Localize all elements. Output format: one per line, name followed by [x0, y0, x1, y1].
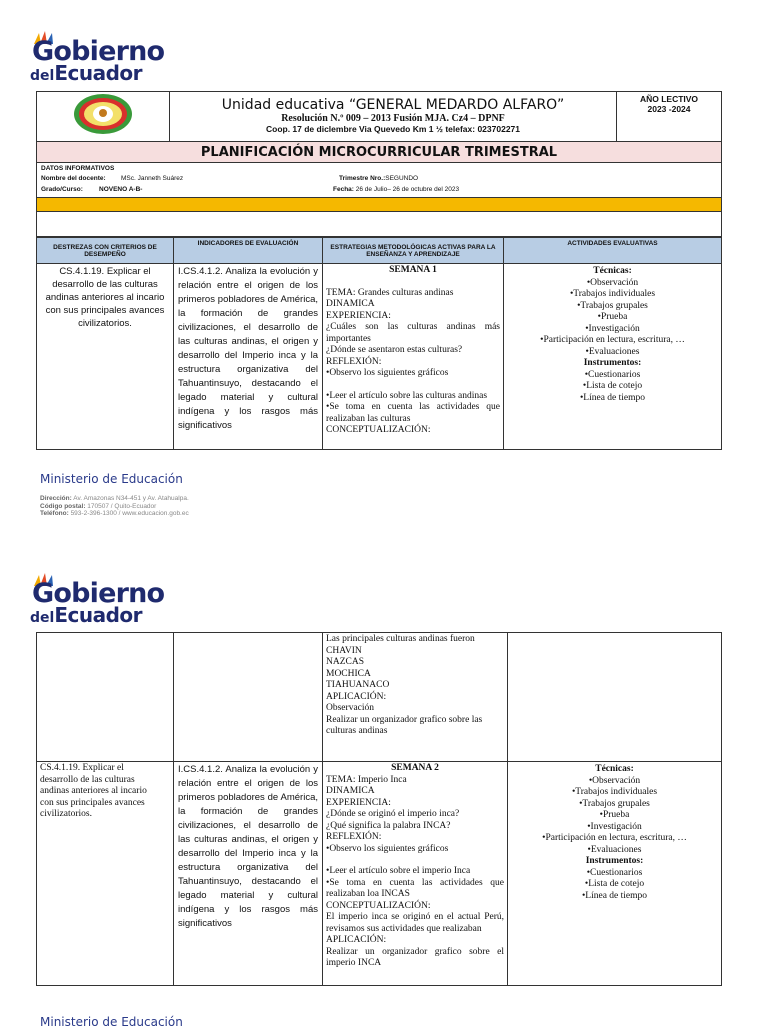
teacher-name: MSc. Janneth Suárez	[121, 175, 184, 182]
ministry-title: Ministerio de Educación	[40, 472, 183, 486]
logo-word-ecuador: Ecuador	[54, 603, 142, 627]
indicator-cell: I.CS.4.1.2. Analiza la evolución y relación entre el origen de los primeros pobladores de América, la formación de grandes civilizaciones, el desarrollo de las culturas andinas, el origen y desarrollo del Imperio inca y la estructura organizativa del Tahuantinsuyo, destacando el legado material y cultural indígena y los rasgos más significativos	[174, 264, 323, 450]
trimester-label: Trimestre Nro.:	[339, 175, 386, 182]
ministry-title-page2: Ministerio de Educación	[40, 1015, 183, 1029]
col-head-skills: DESTREZAS CON CRITERIOS DE DESEMPEÑO	[37, 238, 174, 264]
week1-strategy-cell: SEMANA 1 TEMA: Grandes culturas andinas DINAMICA EXPERIENCIA: ¿Cuáles son las culturas andinas más importantes ¿Dónde se asentaron estas culturas? REFLEXIÓN: •Observo los siguientes gráficos •Leer el artículo sobre las culturas andinas •Se toma en cuenta las actividades que realizaban las culturas CONCEPTUALIZACIÓN:	[323, 264, 504, 450]
planning-table-p1	[36, 237, 722, 450]
school-seal-icon	[73, 93, 133, 135]
logo-word-ecuador: Ecuador	[54, 61, 142, 85]
empty-indicator-cell	[174, 633, 323, 762]
yellow-divider	[37, 198, 722, 212]
col-head-activities: ACTIVIDADES EVALUATIVAS	[504, 238, 722, 264]
grade-value: NOVENO A-B-	[99, 186, 143, 193]
week2-title: SEMANA 2	[391, 763, 439, 773]
week2-strategy-cell: SEMANA 2 TEMA: Imperio Inca DINAMICA EXPERIENCIA: ¿Dónde se originó el imperio inca? ¿Qué significa la palabra INCA? REFLEXIÓN: •Observo los siguientes gráficos •Leer el artículo sobre el imperio Inca •Se toma en cuenta las actividades que realizaban loa INCAS CONCEPTUALIZACIÓN: El imperio inca se originó en el actual Perú, revisamos sus actividades que realizaban APLICACIÓN: Realizar un organizador grafico sobre el imperio INCA	[323, 762, 508, 986]
teacher-label: Nombre del docente:	[41, 175, 106, 182]
empty-row	[37, 212, 722, 237]
trimester-value: SEGUNDO	[385, 175, 419, 182]
coop-address: Coop. 17 de diclembre Via Quevedo Km 1 ½ telefax: 023702271	[265, 124, 521, 134]
resolution-text: Resolución N.º 009 – 2013 Fusión MJA. Cz4 – DPNF	[281, 113, 505, 124]
logo-word-del: del	[30, 68, 55, 84]
skill-cell: CS.4.1.19. Explicar el desarrollo de las culturas andinas anteriores al incario con sus principales avances civilizatorios.	[37, 264, 174, 450]
grade-label: Grado/Curso:	[41, 186, 83, 193]
indicator-cell-week2: I.CS.4.1.2. Analiza la evolución y relación entre el origen de los primeros pobladores de América, la formación de grandes civilizaciones, el desarrollo de las culturas andinas, el origen y desarrollo del Imperio inca y la estructura organizativa del Tahuantinsuyo, destacando el legado material y cultural indígena y los rasgos más significativos	[174, 762, 323, 986]
date-label: Fecha:	[333, 186, 354, 193]
info-block	[37, 163, 722, 198]
year-label: AÑO LECTIVO	[639, 94, 699, 104]
skill-cell-week2: CS.4.1.19. Explicar el desarrollo de las culturas andinas anteriores al incario con sus principales avances civilizatorios.	[37, 762, 174, 986]
week1-continued-cell: Las principales culturas andinas fueron CHAVIN NAZCAS MOCHICA TIAHUANACO APLICACIÓN: Observación Realizar un organizador grafico sobre las culturas andinas	[323, 633, 508, 762]
logo-word-gobierno: Gobierno	[32, 578, 165, 609]
activities-cell-week2: Técnicas: •Observación •Trabajos individuales •Trabajos grupales •Prueba •Investigación •Participación en lectura, escritura, … •Evaluaciones Instrumentos: •Cuestionarios •Lista de cotejo •Línea de tiempo	[508, 762, 722, 986]
header-table	[36, 91, 722, 237]
page-title: PLANIFICACIÓN MICROCURRICULAR TRIMESTRAL	[37, 142, 722, 163]
year-value: 2023 -2024	[647, 104, 691, 114]
logo-word-gobierno: Gobierno	[32, 36, 165, 67]
school-name: Unidad educativa “GENERAL MEDARDO ALFARO”	[221, 97, 565, 113]
empty-activities-cell	[508, 633, 722, 762]
empty-skill-cell	[37, 633, 174, 762]
col-head-indicators: INDICADORES DE EVALUACIÓN	[174, 238, 323, 264]
gobierno-logo	[30, 30, 165, 85]
activities-cell: Técnicas: •Observación •Trabajos individuales •Trabajos grupales •Prueba •Investigación •Participación en lectura, escritura, … •Evaluaciones Instrumentos: •Cuestionarios •Lista de cotejo •Línea de tiempo	[504, 264, 722, 450]
planning-table-p2	[36, 632, 722, 986]
school-seal-cell	[37, 92, 170, 142]
date-value: 26 de Julio– 26 de octubre del 2023	[353, 186, 460, 193]
info-section-title: DATOS INFORMATIVOS	[41, 165, 115, 172]
logo-word-del: del	[30, 610, 55, 626]
ministry-info: Dirección: Av. Amazonas N34-451 y Av. Atahualpa. Código postal: 170507 / Quito-Ecuador Teléfono: 593-2-396-1300 / www.educacion.gob.ec	[40, 495, 189, 517]
week1-title: SEMANA 1	[389, 265, 437, 275]
col-head-strategies: ESTRATEGIAS METODOLÓGICAS ACTIVAS PARA LA ENSEÑANZA Y APRENDIZAJE	[323, 238, 504, 264]
gobierno-logo-page2	[30, 572, 165, 627]
